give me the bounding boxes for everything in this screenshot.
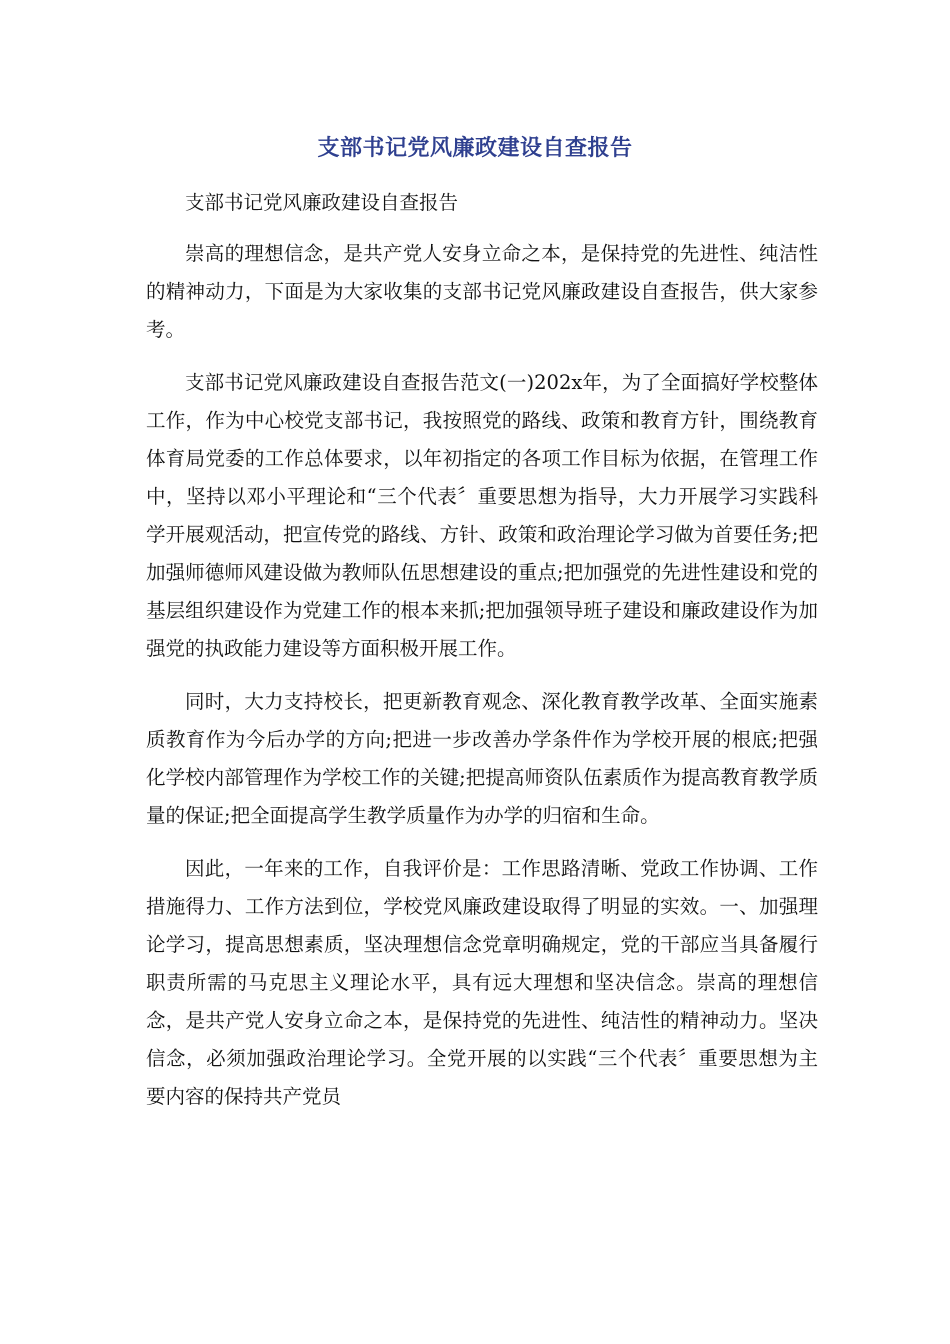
subtitle-paragraph: 支部书记党风廉政建设自查报告 bbox=[185, 191, 459, 214]
body-paragraph: 因此，一年来的工作，自我评价是：工作思路清晰、党政工作协调、工作措施得力、工作方法到位，学校党风廉政建设取得了明显的实效。一、加强理论学习，提高思想素质，坚决理想信念党章明确规定，党的干部应当具备履行职责所需的马克思主义理论水平，具有远大理想和坚决信念。崇高的理想信念，是共产党人安身立命之本，是保持党的先进性、纯洁性的精神动力。坚决信念，必须加强政治理论学习。全党开展的以实践“三个代表〞重要思想为主要内容的保持共产党员 bbox=[146, 857, 818, 1108]
body-paragraph: 同时，大力支持校长，把更新教育观念、深化教育教学改革、全面实施素质教育作为今后办学的方向;把进一步改善办学条件作为学校开展的根底;把强化学校内部管理作为学校工作的关键;把提高师资队伍素质作为提高教育教学质量的保证;把全面提高学生教学质量作为办学的归宿和生命。 bbox=[146, 690, 818, 827]
body-paragraph: 支部书记党风廉政建设自查报告范文(一)202x年，为了全面搞好学校整体工作，作为中心校党支部书记，我按照党的路线、政策和教育方针，围绕教育体育局党委的工作总体要求，以年初指定的各项工作目标为依据，在管理工作中，坚持以邓小平理论和“三个代表〞重要思想为指导，大力开展学习实践科学开展观活动，把宣传党的路线、方针、政策和政治理论学习做为首要任务;把加强师德师风建设做为教师队伍思想建设的重点;把加强党的先进性建设和党的基层组织建设作为党建工作的根本来抓;把加强领导班子建设和廉政建设作为加强党的执政能力建设等方面积极开展工作。 bbox=[146, 371, 818, 660]
document-title: 支部书记党风廉政建设自查报告 bbox=[317, 136, 633, 161]
intro-paragraph: 崇高的理想信念，是共产党人安身立命之本，是保持党的先进性、纯洁性的精神动力，下面是为大家收集的支部书记党风廉政建设自查报告，供大家参考。 bbox=[146, 242, 818, 341]
document-body bbox=[146, 184, 818, 1131]
